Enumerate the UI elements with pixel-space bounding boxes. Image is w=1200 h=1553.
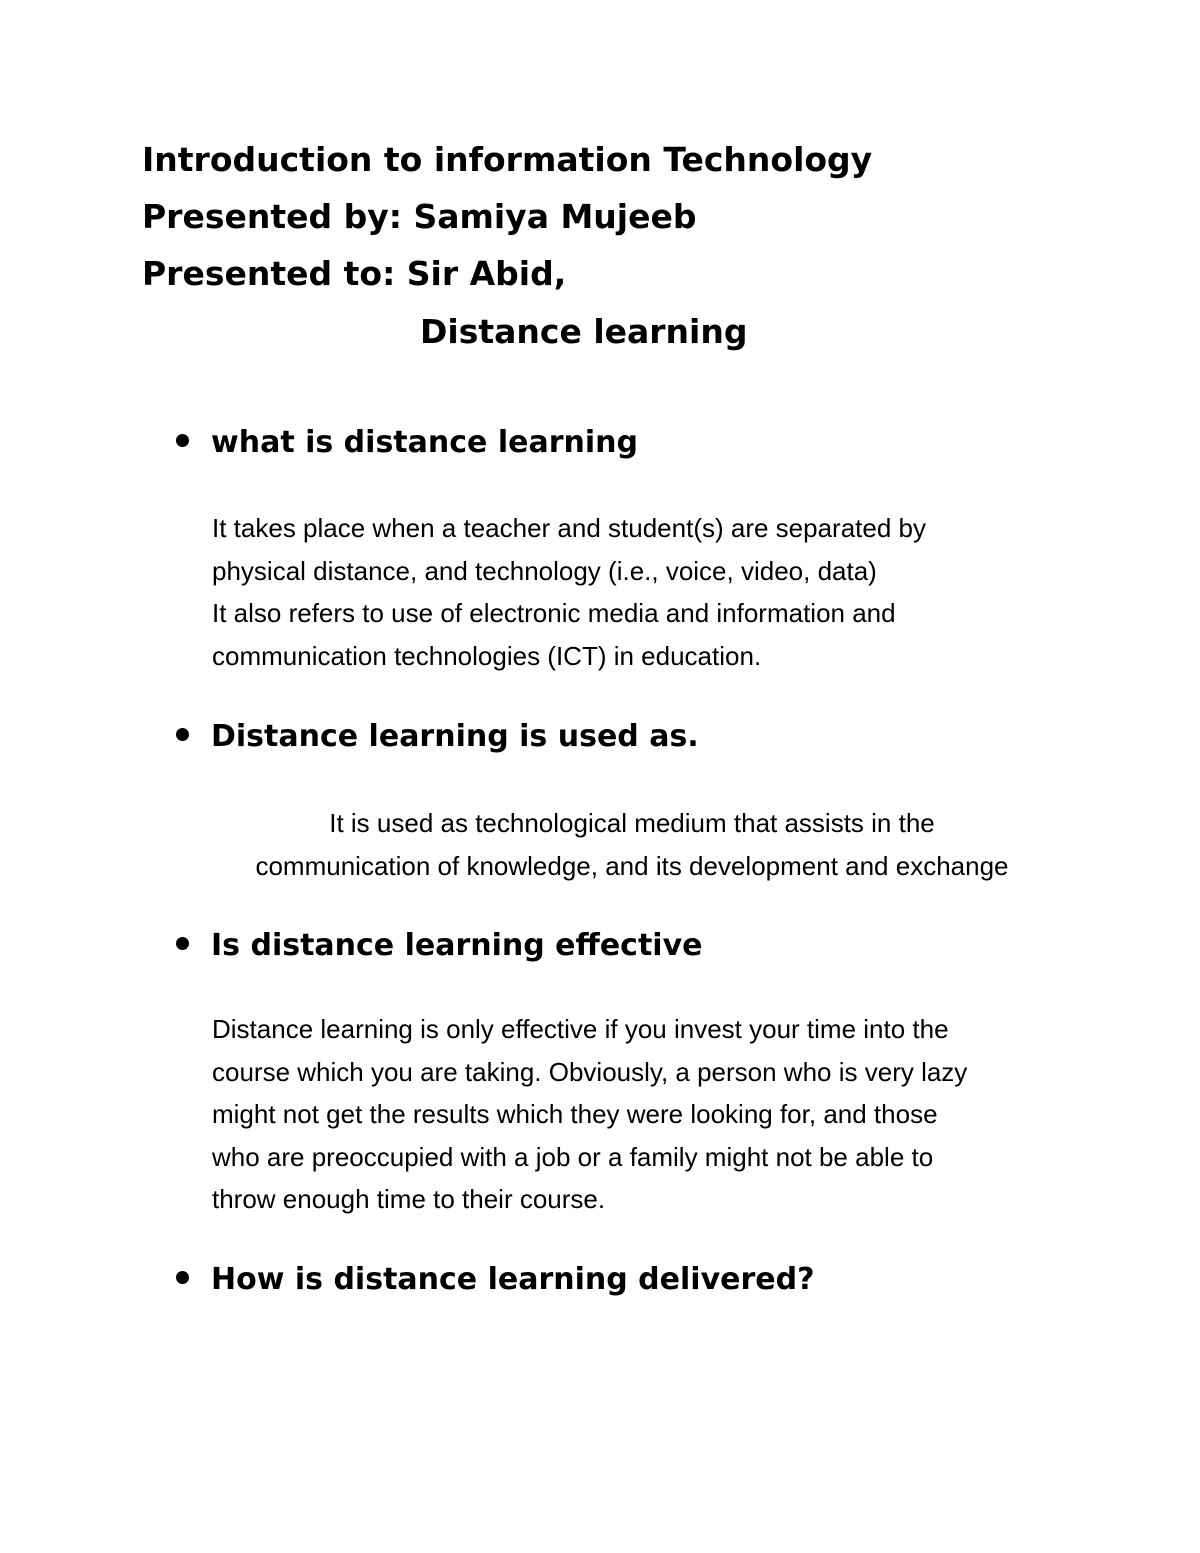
paragraph-line: It takes place when a teacher and student(s) are separated by	[212, 513, 926, 543]
paragraph-line: It also refers to use of electronic media and information and	[212, 598, 896, 628]
presented-to: Presented to: Sir Abid,	[142, 254, 567, 293]
bullet-icon	[176, 1271, 189, 1284]
section-heading-used-as	[176, 718, 699, 756]
document-title: Distance learning	[420, 312, 748, 351]
section-paragraph-what-is	[212, 507, 926, 677]
section-heading-delivered	[176, 1261, 815, 1299]
section-heading-what-is	[176, 424, 638, 462]
presented-by: Presented by: Samiya Mujeeb	[142, 197, 697, 236]
paragraph-line: It is used as technological medium that assists in the	[329, 808, 935, 838]
section-heading-effective	[176, 927, 702, 965]
section-heading-text: Distance learning is used as.	[211, 719, 699, 754]
paragraph-line: might not get the results which they were looking for, and those	[212, 1099, 938, 1129]
course-title: Introduction to information Technology	[142, 140, 873, 179]
section-heading-text: what is distance learning	[211, 425, 638, 460]
section-heading-text: How is distance learning delivered?	[211, 1262, 815, 1297]
paragraph-line: physical distance, and technology (i.e., voice, video, data)	[212, 555, 877, 586]
paragraph-line: throw enough time to their course.	[212, 1184, 606, 1214]
paragraph-line: course which you are taking. Obviously, a person who is very lazy	[212, 1056, 968, 1087]
paragraph-line: communication technologies (ICT) in education.	[212, 640, 762, 671]
section-paragraph-effective	[212, 1008, 967, 1221]
paragraph-line: communication of knowledge, and its development and exchange	[255, 850, 1009, 881]
bullet-icon	[176, 728, 189, 741]
paragraph-line: Distance learning is only effective if you invest your time into the	[212, 1014, 949, 1044]
bullet-icon	[176, 937, 189, 950]
section-paragraph-used-as	[212, 802, 1052, 887]
bullet-icon	[176, 434, 189, 447]
section-heading-text: Is distance learning effective	[211, 928, 703, 963]
paragraph-line: who are preoccupied with a job or a family might not be able to	[212, 1141, 934, 1172]
